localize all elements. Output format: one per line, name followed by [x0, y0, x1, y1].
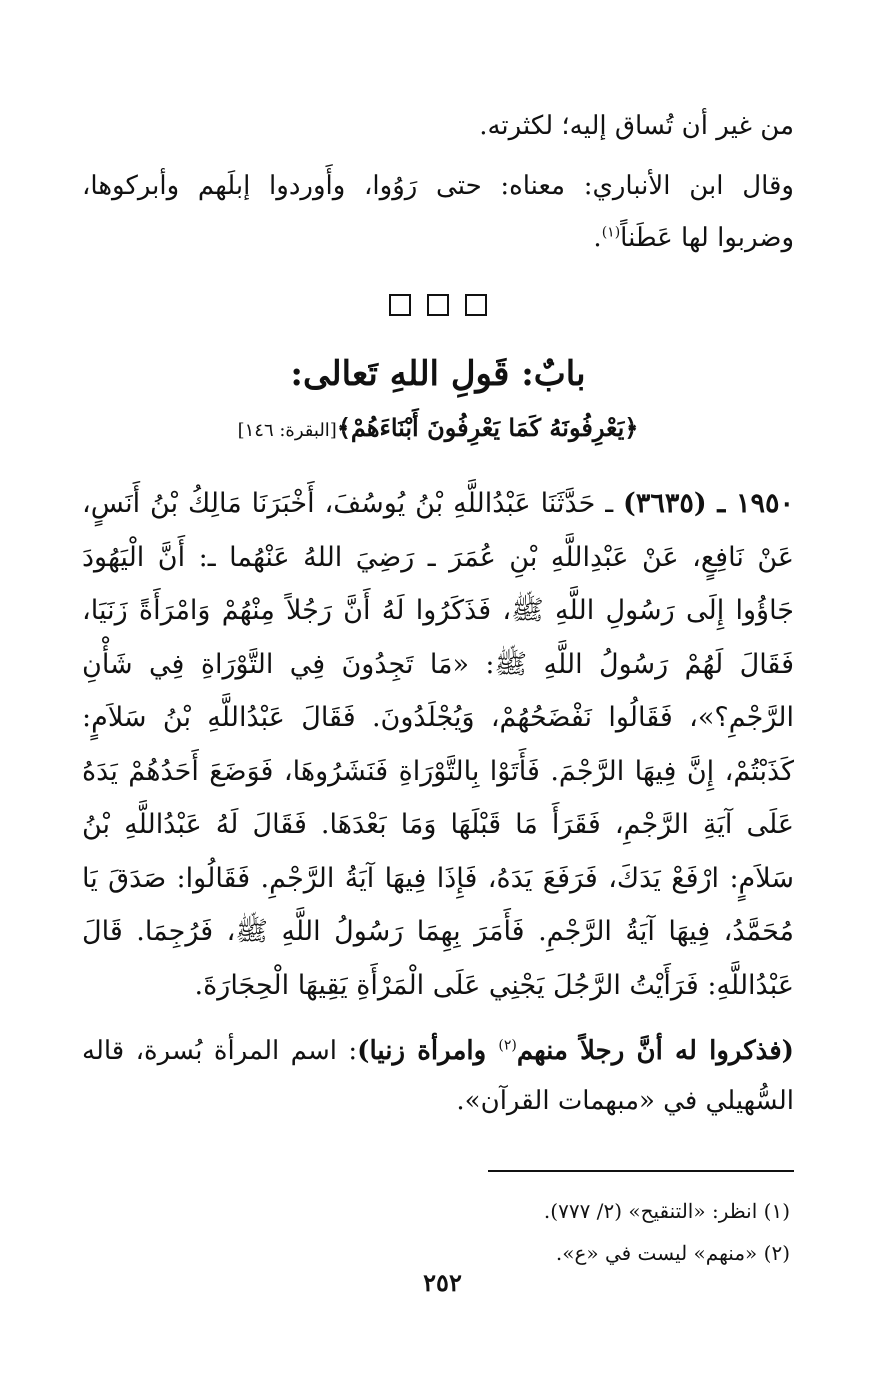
commentary-quote-end: وامرأة زنيا) [357, 1036, 499, 1066]
hadith-number: ١٩٥٠ ـ (٣٦٣٥) [623, 488, 794, 519]
section-ornament [82, 294, 794, 316]
quran-verse-text: ﴿يَعْرِفُونَهُ كَمَا يَعْرِفُونَ أَبْنَاءَهُمْ﴾ [336, 413, 639, 442]
quran-verse [82, 406, 794, 453]
ornament-square-icon [427, 294, 449, 316]
footnote-marker-2: (٢) [498, 1037, 517, 1054]
intro-paragraph-text: وقال ابن الأنباري: معناه: حتى رَوُوا، وأَوردوا إبلَهم وأبركوها، وضربوا لها عَطَناً [82, 171, 794, 253]
commentary-quote-start: (فذكروا له أنَّ رجلاً منهم [516, 1036, 794, 1066]
commentary-paragraph [82, 1026, 794, 1126]
chapter-title: بابٌ: قَولِ اللهِ تَعالى: [290, 354, 586, 394]
intro-paragraph [82, 160, 794, 264]
footnote-2: (٢) «منهم» ليست في «ع». [555, 1241, 790, 1265]
ornament-square-icon [389, 294, 411, 316]
hadith-text: ـ حَدَّثَنَا عَبْدُاللَّهِ بْنُ يُوسُفَ، أَخْبَرَنَا مَالِكُ بْنُ أَنَسٍ، عَنْ نَافِعٍ، عَنْ عَبْدِاللَّهِ بْنِ عُمَرَ ـ رَضِيَ اللهُ عَنْهُما ـ: أَنَّ الْيَهُودَ جَاؤُوا إِلَى رَسُولِ اللَّهِ ﷺ، فَذَكَرُوا لَهُ أَنَّ رَجُلاً مِنْهُمْ وَامْرَأَةً زَنَيَا، فَقَالَ لَهُمْ رَسُولُ اللَّهِ ﷺ: «مَا تَجِدُونَ فِي التَّوْرَاةِ فِي شَأْنِ الرَّجْمِ؟»، فَقَالُوا نَفْضَحُهُمْ، وَيُجْلَدُونَ. فَقَالَ عَبْدُاللَّهِ بْنُ سَلاَمٍ: كَذَبْتُمْ، إِنَّ فِيهَا الرَّجْمَ. فَأَتَوْا بِالتَّوْرَاةِ فَنَشَرُوهَا، فَوَضَعَ أَحَدُهُمْ يَدَهُ عَلَى آيَةِ الرَّجْمِ، فَقَرَأَ مَا قَبْلَهَا وَمَا بَعْدَهَا. فَقَالَ لَهُ عَبْدُاللَّهِ بْنُ سَلاَمٍ: ارْفَعْ يَدَكَ، فَرَفَعَ يَدَهُ، فَإِذَا فِيهَا آيَةُ الرَّجْمِ. فَقَالُوا: صَدَقَ يَا مُحَمَّدُ، فِيهَا آيَةُ الرَّجْمِ. فَأَمَرَ بِهِمَا رَسُولُ اللَّهِ ﷺ، فَرُجِمَا. قَالَ عَبْدُاللَّهِ: فَرَأَيْتُ الرَّجُلَ يَجْنِي عَلَى الْمَرْأَةِ يَقِيهَا الْحِجَارَةَ. [82, 488, 794, 1001]
hadith-paragraph [82, 477, 794, 1012]
commentary-text: : اسم المرأة بُسرة، قاله السُّهيلي في «مبهمات القرآن». [82, 1036, 794, 1116]
quran-verse-reference: [البقرة: ١٤٦] [237, 420, 337, 441]
footnotes [82, 1190, 794, 1274]
footnote-1: (١) انظر: «التنقيح» (٢/ ٧٧٧). [543, 1199, 790, 1223]
book-page [82, 100, 794, 1340]
intro-line: من غير أن تُساق إليه؛ لكثرته. [479, 111, 794, 141]
footnote-divider [488, 1170, 794, 1172]
page-number: ٢٥٢ [423, 1268, 462, 1297]
ornament-square-icon [465, 294, 487, 316]
footnote-marker-1: (١) [601, 224, 621, 241]
intro-paragraph-end: . [593, 223, 602, 253]
